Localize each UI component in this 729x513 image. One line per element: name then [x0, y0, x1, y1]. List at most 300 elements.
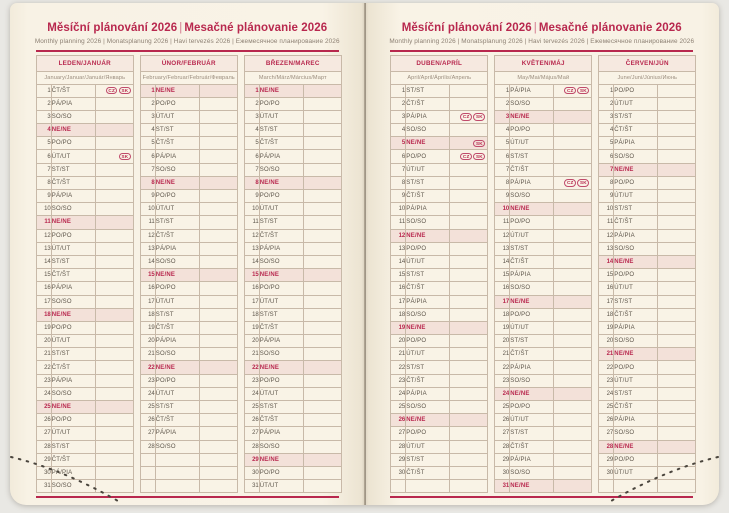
day-name-cell: SO/SO: [259, 163, 303, 176]
notes-cell: [303, 440, 341, 453]
day-name-cell: PÁ/PIA: [406, 387, 450, 400]
day-row: [599, 203, 696, 216]
notes-cell: [554, 361, 592, 374]
months-row-right: [390, 55, 693, 494]
day-number-cell: 17: [140, 295, 155, 308]
day-row: [36, 335, 133, 348]
notes-cell: [658, 427, 696, 440]
day-number-cell: 20: [495, 335, 510, 348]
day-number-cell: 7: [140, 163, 155, 176]
day-name-cell: PÁ/PIA: [51, 282, 95, 295]
day-row: [391, 229, 488, 242]
day-number-cell: 20: [599, 335, 614, 348]
day-name-cell: PO/PO: [155, 374, 199, 387]
day-number-cell: 13: [599, 242, 614, 255]
day-number-cell: 3: [244, 110, 259, 123]
notes-cell: [199, 97, 237, 110]
day-name-cell: NE/NE: [510, 295, 554, 308]
holiday-badges: [554, 179, 591, 187]
day-number-cell: 11: [599, 216, 614, 229]
day-row: [140, 440, 237, 453]
day-number-cell: 17: [244, 295, 259, 308]
day-row: [495, 414, 592, 427]
notes-cell: [658, 282, 696, 295]
day-number-cell: 22: [244, 361, 259, 374]
day-name-cell: PO/PO: [51, 321, 95, 334]
day-name-cell: NE/NE: [406, 321, 450, 334]
notes-cell: [303, 229, 341, 242]
day-row: [599, 97, 696, 110]
day-row: [599, 387, 696, 400]
day-row: [36, 361, 133, 374]
day-row: [140, 308, 237, 321]
day-name-cell: ČT/ŠT: [406, 97, 450, 110]
day-name-cell: ST/ST: [51, 348, 95, 361]
day-row: [36, 348, 133, 361]
day-name-cell: PO/PO: [614, 361, 658, 374]
notes-cell: [658, 229, 696, 242]
notes-cell: [554, 150, 592, 163]
day-number-cell: 11: [140, 216, 155, 229]
day-row: [244, 229, 341, 242]
day-row: [599, 137, 696, 150]
page-title-czech: Měsíční plánování 2026: [401, 22, 532, 34]
day-number-cell: 22: [36, 361, 51, 374]
day-row: [140, 137, 237, 150]
day-row: [599, 282, 696, 295]
day-name-cell: SO/SO: [406, 401, 450, 414]
day-number-cell: 9: [244, 190, 259, 203]
day-number-cell: 19: [36, 321, 51, 334]
day-number-cell: 31: [244, 480, 259, 493]
notes-cell: [199, 255, 237, 268]
day-name-cell: ČT/ŠT: [155, 414, 199, 427]
day-name-cell: ST/ST: [51, 255, 95, 268]
day-name-cell: ÚT/UT: [510, 321, 554, 334]
day-row: [140, 150, 237, 163]
day-name-cell: SO/SO: [510, 374, 554, 387]
day-row: [495, 203, 592, 216]
day-number-cell: 2: [140, 97, 155, 110]
page-right: [365, 3, 720, 505]
day-name-cell: SO/SO: [51, 480, 95, 493]
day-name-cell: ÚT/UT: [51, 335, 95, 348]
page-left: [10, 3, 365, 505]
day-number-cell: 20: [391, 335, 406, 348]
notes-cell: [554, 110, 592, 123]
notes-cell: [554, 308, 592, 321]
notes-cell: [199, 335, 237, 348]
day-number-cell: 15: [244, 269, 259, 282]
day-row: [140, 295, 237, 308]
notes-cell: [303, 401, 341, 414]
day-row: [244, 374, 341, 387]
day-number-cell: 5: [140, 137, 155, 150]
day-name-cell: SO/SO: [406, 308, 450, 321]
day-row: [391, 453, 488, 466]
day-row: [599, 335, 696, 348]
title-divider: |: [179, 22, 183, 34]
notes-cell: [199, 150, 237, 163]
day-name-cell: PO/PO: [51, 414, 95, 427]
empty-row: [391, 480, 488, 493]
day-row: [599, 269, 696, 282]
notes-cell: [303, 374, 341, 387]
notes-cell: [303, 387, 341, 400]
day-row: [36, 374, 133, 387]
day-row: [140, 216, 237, 229]
day-name-cell: ÚT/UT: [406, 348, 450, 361]
page-title: [365, 22, 720, 34]
notes-cell: [450, 321, 488, 334]
page-right-content: [365, 3, 720, 498]
day-name-cell: ST/ST: [155, 124, 199, 137]
day-name-cell: SO/SO: [510, 97, 554, 110]
day-number-cell: 7: [244, 163, 259, 176]
notes-cell: [450, 453, 488, 466]
notes-cell: [199, 190, 237, 203]
day-row: [391, 374, 488, 387]
day-row: [391, 440, 488, 453]
day-name-cell: ČT/ŠT: [614, 308, 658, 321]
day-name-cell: ÚT/UT: [510, 137, 554, 150]
notes-cell: [554, 282, 592, 295]
day-row: [495, 361, 592, 374]
page-title: [10, 22, 365, 34]
notes-cell: [199, 216, 237, 229]
day-name-cell: PO/PO: [259, 282, 303, 295]
day-number-cell: 12: [140, 229, 155, 242]
day-name-cell: [406, 480, 450, 493]
day-number-cell: 14: [391, 255, 406, 268]
day-number-cell: 19: [244, 321, 259, 334]
day-row: [391, 97, 488, 110]
day-name-cell: NE/NE: [259, 84, 303, 97]
day-row: [495, 137, 592, 150]
day-name-cell: NE/NE: [51, 216, 95, 229]
notes-cell: [450, 150, 488, 163]
day-row: [244, 190, 341, 203]
day-number-cell: 15: [391, 269, 406, 282]
day-row: [244, 255, 341, 268]
day-name-cell: NE/NE: [614, 163, 658, 176]
day-row: [244, 348, 341, 361]
day-row: [599, 321, 696, 334]
day-number-cell: 24: [140, 387, 155, 400]
day-number-cell: 14: [36, 255, 51, 268]
day-row: [495, 321, 592, 334]
day-name-cell: NE/NE: [155, 176, 199, 189]
notes-cell: [95, 229, 133, 242]
day-number-cell: 24: [244, 387, 259, 400]
notes-cell: [554, 97, 592, 110]
day-name-cell: PÁ/PIA: [614, 414, 658, 427]
notes-cell: [450, 308, 488, 321]
notes-cell: [95, 374, 133, 387]
notes-cell: [95, 427, 133, 440]
day-name-cell: PO/PO: [510, 124, 554, 137]
day-number-cell: 3: [495, 110, 510, 123]
day-name-cell: PO/PO: [155, 282, 199, 295]
day-name-cell: ČT/ŠT: [406, 374, 450, 387]
day-number-cell: 16: [36, 282, 51, 295]
notes-cell: [450, 295, 488, 308]
notes-cell: [303, 242, 341, 255]
day-row: [244, 203, 341, 216]
day-row: [495, 374, 592, 387]
day-row: [495, 150, 592, 163]
day-name-cell: SO/SO: [155, 348, 199, 361]
day-name-cell: NE/NE: [406, 137, 450, 150]
corner-perforation-dots: [607, 451, 719, 503]
day-number-cell: 17: [599, 295, 614, 308]
day-row: [599, 308, 696, 321]
day-number-cell: 10: [36, 203, 51, 216]
day-name-cell: PÁ/PIA: [614, 321, 658, 334]
day-name-cell: ČT/ŠT: [51, 176, 95, 189]
day-row: [495, 427, 592, 440]
day-number-cell: 29: [599, 453, 614, 466]
notes-cell: [450, 361, 488, 374]
day-number-cell: 9: [36, 190, 51, 203]
notes-cell: [199, 124, 237, 137]
holiday-badges: [96, 153, 133, 161]
notes-cell: [658, 321, 696, 334]
day-name-cell: ST/ST: [155, 308, 199, 321]
day-row: [495, 295, 592, 308]
day-number-cell: 11: [244, 216, 259, 229]
notes-cell: [450, 190, 488, 203]
day-row: [140, 203, 237, 216]
day-name-cell: PO/PO: [51, 229, 95, 242]
day-row: [244, 440, 341, 453]
day-name-cell: ST/ST: [614, 295, 658, 308]
day-row: [495, 453, 592, 466]
day-number-cell: 30: [495, 466, 510, 479]
day-number-cell: 23: [244, 374, 259, 387]
day-number-cell: 27: [140, 427, 155, 440]
notes-cell: [199, 229, 237, 242]
day-number-cell: 5: [244, 137, 259, 150]
notes-cell: [450, 229, 488, 242]
day-row: [599, 401, 696, 414]
day-number-cell: 16: [599, 282, 614, 295]
notes-cell: [95, 282, 133, 295]
day-name-cell: NE/NE: [614, 255, 658, 268]
notes-cell: [303, 361, 341, 374]
holiday-badge-sk: SK: [119, 87, 131, 95]
day-name-cell: NE/NE: [510, 203, 554, 216]
day-number-cell: 28: [599, 440, 614, 453]
day-name-cell: ČT/ŠT: [510, 163, 554, 176]
notes-cell: [303, 216, 341, 229]
day-name-cell: ST/ST: [406, 361, 450, 374]
day-row: [599, 176, 696, 189]
notes-cell: [95, 361, 133, 374]
day-number-cell: 22: [140, 361, 155, 374]
day-number-cell: 13: [391, 242, 406, 255]
day-name-cell: ST/ST: [259, 308, 303, 321]
day-number-cell: 26: [495, 414, 510, 427]
page-left-content: [10, 3, 365, 498]
day-name-cell: SO/SO: [155, 440, 199, 453]
day-name-cell: ST/ST: [259, 216, 303, 229]
day-number-cell: 12: [599, 229, 614, 242]
notes-cell: [554, 124, 592, 137]
page-subtitle: Monthly planning 2026 | Monatsplanung 2026 | Havi tervezés 2026 | Ежемесячное планирование 2026: [389, 38, 695, 45]
day-number-cell: 21: [140, 348, 155, 361]
day-number-cell: 14: [140, 255, 155, 268]
day-name-cell: ÚT/UT: [155, 295, 199, 308]
day-row: [36, 150, 133, 163]
day-number-cell: 4: [36, 124, 51, 137]
day-number-cell: 8: [391, 176, 406, 189]
day-number-cell: 9: [140, 190, 155, 203]
day-row: [391, 124, 488, 137]
day-name-cell: SO/SO: [510, 190, 554, 203]
day-row: [391, 401, 488, 414]
notes-cell: [95, 150, 133, 163]
day-number-cell: 28: [140, 440, 155, 453]
day-row: [495, 84, 592, 97]
notes-cell: [95, 97, 133, 110]
day-row: [140, 348, 237, 361]
day-name-cell: ÚT/UT: [155, 387, 199, 400]
day-name-cell: ST/ST: [406, 453, 450, 466]
day-number-cell: 7: [599, 163, 614, 176]
day-name-cell: PÁ/PIA: [510, 269, 554, 282]
day-name-cell: ST/ST: [406, 84, 450, 97]
page-subtitle: Monthly planning 2026 | Monatsplanung 2026 | Havi tervezés 2026 | Ежемесячное планирование 2026: [34, 38, 340, 45]
day-row: [36, 84, 133, 97]
notes-cell: [450, 427, 488, 440]
day-row: [391, 414, 488, 427]
notes-cell: [303, 466, 341, 479]
day-number-cell: 2: [599, 97, 614, 110]
notes-cell: [303, 414, 341, 427]
notes-cell: [658, 124, 696, 137]
notes-cell: [95, 190, 133, 203]
day-number-cell: 26: [140, 414, 155, 427]
day-number-cell: 1: [599, 84, 614, 97]
day-row: [599, 163, 696, 176]
day-row: [391, 203, 488, 216]
day-row: [244, 216, 341, 229]
month-intl-names: February/Februar/Február/Февраль: [140, 71, 237, 84]
day-name-cell: ÚT/UT: [406, 255, 450, 268]
day-number-cell: 13: [495, 242, 510, 255]
day-number-cell: 6: [36, 150, 51, 163]
day-number-cell: 4: [244, 124, 259, 137]
day-number-cell: 25: [391, 401, 406, 414]
holiday-badge-sk: SK: [577, 179, 589, 187]
day-name-cell: PO/PO: [155, 190, 199, 203]
day-name-cell: ČT/ŠT: [51, 84, 95, 97]
day-number-cell: 18: [599, 308, 614, 321]
day-name-cell: PÁ/PIA: [259, 242, 303, 255]
day-number-cell: 25: [599, 401, 614, 414]
notes-cell: [554, 374, 592, 387]
day-row: [36, 401, 133, 414]
day-name-cell: NE/NE: [51, 401, 95, 414]
notes-cell: [554, 137, 592, 150]
day-name-cell: ČT/ŠT: [406, 282, 450, 295]
day-number-cell: 22: [391, 361, 406, 374]
notes-cell: [554, 440, 592, 453]
notes-cell: [554, 269, 592, 282]
notes-cell: [199, 480, 237, 493]
day-number-cell: [140, 453, 155, 466]
day-name-cell: ÚT/UT: [259, 387, 303, 400]
day-number-cell: 19: [495, 321, 510, 334]
notes-cell: [95, 414, 133, 427]
day-number-cell: 18: [36, 308, 51, 321]
day-name-cell: PO/PO: [510, 401, 554, 414]
day-name-cell: ÚT/UT: [155, 203, 199, 216]
day-name-cell: PÁ/PIA: [51, 190, 95, 203]
day-number-cell: 15: [599, 269, 614, 282]
notes-cell: [450, 282, 488, 295]
day-name-cell: ST/ST: [614, 203, 658, 216]
day-row: [36, 387, 133, 400]
notes-cell: [554, 401, 592, 414]
day-number-cell: 22: [495, 361, 510, 374]
day-name-cell: PO/PO: [406, 242, 450, 255]
notes-cell: [199, 110, 237, 123]
day-name-cell: SO/SO: [259, 440, 303, 453]
holiday-badge-cz: CZ: [564, 87, 576, 95]
day-row: [140, 427, 237, 440]
holiday-badges: [450, 140, 487, 148]
day-name-cell: SO/SO: [51, 387, 95, 400]
page-title-slovak: Mesačné plánovanie 2026: [184, 22, 328, 34]
notes-cell: [658, 255, 696, 268]
day-row: [140, 335, 237, 348]
day-row: [36, 203, 133, 216]
notes-cell: [450, 163, 488, 176]
day-row: [244, 282, 341, 295]
notes-cell: [450, 414, 488, 427]
notes-cell: [95, 176, 133, 189]
day-number-cell: 16: [391, 282, 406, 295]
day-row: [495, 110, 592, 123]
notes-cell: [199, 401, 237, 414]
day-row: [391, 427, 488, 440]
day-number-cell: 17: [36, 295, 51, 308]
day-name-cell: ČT/ŠT: [259, 414, 303, 427]
notes-cell: [450, 348, 488, 361]
day-name-cell: ČT/ŠT: [155, 229, 199, 242]
day-row: [391, 295, 488, 308]
day-row: [36, 321, 133, 334]
notes-cell: [450, 401, 488, 414]
day-number-cell: 29: [391, 453, 406, 466]
notes-cell: [95, 124, 133, 137]
day-name-cell: NE/NE: [614, 440, 658, 453]
notes-cell: [199, 269, 237, 282]
day-row: [244, 466, 341, 479]
notes-cell: [554, 242, 592, 255]
day-row: [495, 216, 592, 229]
header-rule: [36, 50, 339, 52]
day-name-cell: PÁ/PIA: [259, 335, 303, 348]
day-name-cell: SO/SO: [614, 150, 658, 163]
day-number-cell: 11: [391, 216, 406, 229]
day-name-cell: ČT/ŠT: [510, 255, 554, 268]
day-number-cell: 23: [599, 374, 614, 387]
day-name-cell: ČT/ŠT: [510, 348, 554, 361]
notes-cell: [658, 361, 696, 374]
